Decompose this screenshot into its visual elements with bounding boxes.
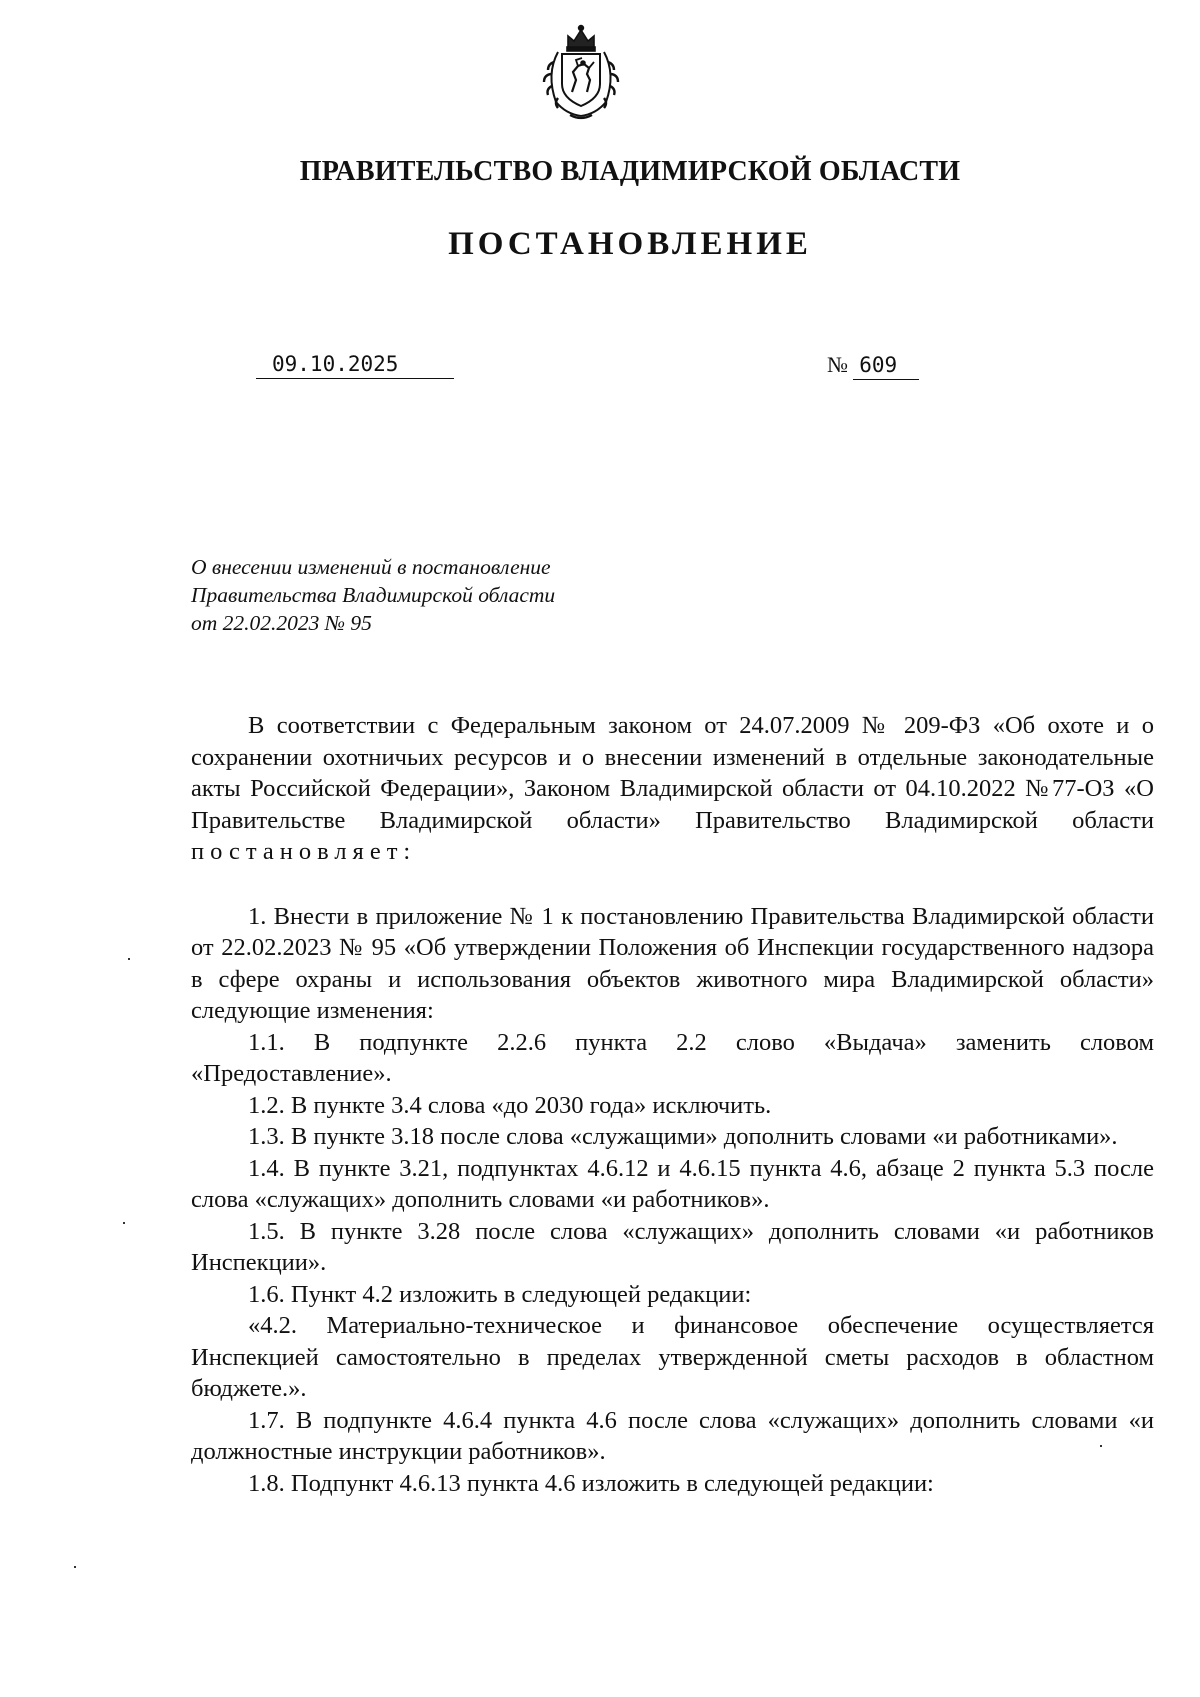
list-item: 1.4. В пункте 3.21, подпунктах 4.6.12 и 4.6.15 пункта 4.6, абзаце 2 пункта 5.3 после слова «служащих» дополнить словами «и работников». <box>191 1154 1154 1213</box>
vladimir-region-coat-of-arms-icon <box>532 22 630 122</box>
organization-title: ПРАВИТЕЛЬСТВО ВЛАДИМИРСКОЙ ОБЛАСТИ <box>299 156 961 187</box>
document-number-block <box>827 352 919 380</box>
list-item: 1.1. В подпункте 2.2.6 пункта 2.2 слово «Выдача» заменить словом «Предоставление». <box>191 1028 1154 1087</box>
list-item: 1.7. В подпункте 4.6.4 пункта 4.6 после слова «служащих» дополнить словами «и должностные инструкции работников». <box>191 1406 1154 1465</box>
document-type-title: ПОСТАНОВЛЕНИЕ <box>448 226 812 262</box>
list-item: 1.2. В пункте 3.4 слова «до 2030 года» исключить. <box>248 1091 772 1119</box>
preamble-paragraph <box>191 710 1154 868</box>
list-item: 1.3. В пункте 3.18 после слова «служащими» дополнить словами «и работниками». <box>248 1123 1118 1150</box>
decree-word: постановляет: <box>191 838 417 865</box>
preamble-text: В соответствии с Федеральным законом от 24.07.2009 № 209-ФЗ «Об охоте и о сохранении охотничьих ресурсов и о внесении изменений в отдельные законодательные акты Российской Федерации», Законом Владимирской области от 04.10.2022 №77-ОЗ «О Правительстве Владимирской области» Правительство Владимирской области <box>191 712 1154 834</box>
scan-speck <box>1100 1445 1102 1447</box>
document-date: 09.10.2025 <box>256 352 454 379</box>
subject-line: О внесении изменений в постановление <box>191 555 551 579</box>
number-sign: № <box>827 352 848 377</box>
list-item: «4.2. Материально-техническое и финансовое обеспечение осуществляется Инспекцией самостоятельно в пределах утвержденной сметы расходов в областном бюджете.». <box>191 1312 1154 1402</box>
list-item: 1.6. Пункт 4.2 изложить в следующей редакции: <box>248 1280 752 1308</box>
subject-line: от 22.02.2023 № 95 <box>191 611 372 635</box>
list-item: 1.8. Подпункт 4.6.13 пункта 4.6 изложить в следующей редакции: <box>248 1469 934 1497</box>
document-number: 609 <box>853 353 919 380</box>
subject-line: Правительства Владимирской области <box>191 583 556 607</box>
document-subject <box>191 553 661 637</box>
scan-speck <box>123 1222 125 1224</box>
list-item: 1.5. В пункте 3.28 после слова «служащих» дополнить словами «и работников Инспекции». <box>191 1217 1154 1276</box>
scan-speck <box>128 958 130 960</box>
document-body <box>191 710 1154 1499</box>
scan-speck <box>74 1566 76 1568</box>
list-item: 1. Внести в приложение № 1 к постановлению Правительства Владимирской области от 22.02.2023 № 95 «Об утверждении Положения об Инспекции государственного надзора в сфере охраны и использования объектов животного мира Владимирской области» следующие изменения: <box>191 902 1154 1024</box>
